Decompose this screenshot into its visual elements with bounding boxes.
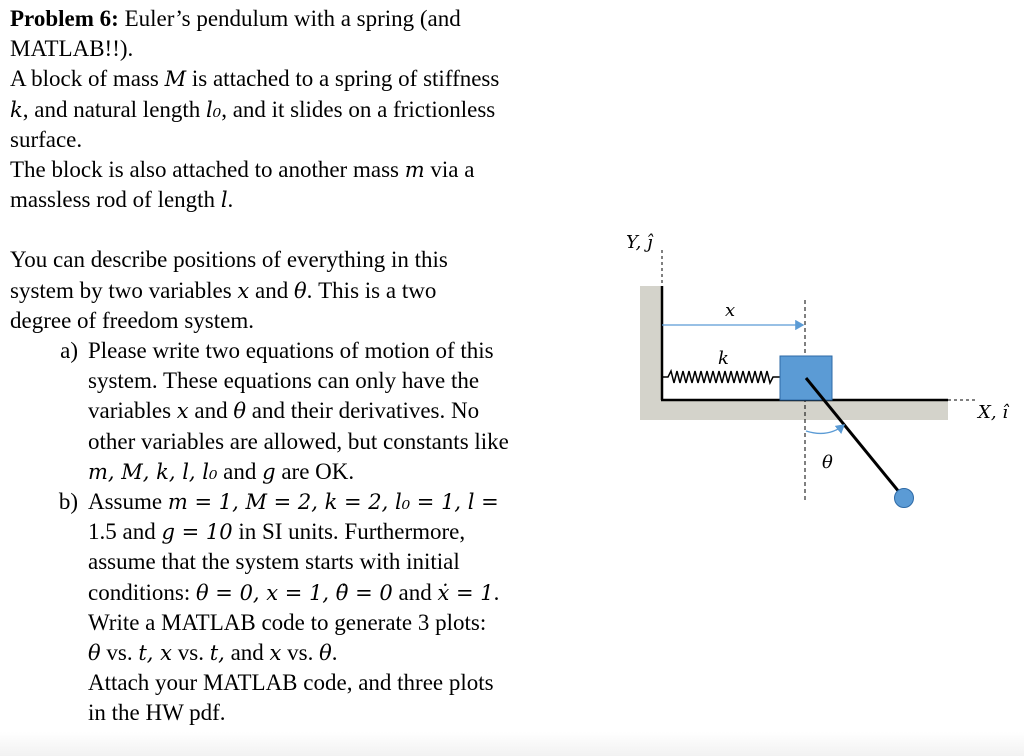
k-label: k <box>718 348 729 369</box>
intro-line: The block is also attached to another mass m via a <box>10 157 475 183</box>
intro-line: k, and natural length l₀, and it slides on a frictionless <box>10 96 496 122</box>
part-b-label: b) <box>58 489 78 515</box>
part-b: b) Assume m = 1, M = 2, k = 2, l₀ = 1, l = 1.5 and g = 10 in SI units. Furthermore, assume that the system starts with initial conditions: θ = 0, x = 1, θ̇ = 0 and ẋ = 1. Write a MATLAB code to generate 3 plots: θ vs. t, x vs. t, and x vs. θ. Attach your MATLAB code, and three plots in the HW pdf. <box>10 487 585 729</box>
spring <box>662 371 780 383</box>
desc-line: degree of freedom system. <box>10 307 254 333</box>
x-label: x <box>725 300 736 321</box>
part-a-label: a) <box>60 338 78 364</box>
desc-line: You can describe positions of everything in this <box>10 247 448 273</box>
part-a: a) Please write two equations of motion of this system. These equations can only have the variables x and θ and their derivatives. No other variables are allowed, but constants like m, M, k, l, l₀ and g are OK. <box>10 336 585 487</box>
pendulum-rod <box>806 378 904 498</box>
y-axis-label: Y, ĵ <box>626 232 653 253</box>
x-axis-label: X, î <box>978 402 1009 423</box>
intro-line: A block of mass M is attached to a spring of stiffness <box>10 66 500 92</box>
floor <box>640 400 948 420</box>
theta-arc <box>806 425 844 433</box>
wall <box>640 286 662 420</box>
page-bottom-edge <box>0 732 1024 756</box>
intro-line: surface. <box>10 126 83 152</box>
pendulum-spring-diagram <box>600 220 1020 520</box>
desc-line: system by two variables x and θ. This is a two <box>10 277 437 303</box>
intro-line: massless rod of length l. <box>10 187 234 213</box>
problem-title: Problem 6: Euler’s pendulum with a spring (and <box>10 6 461 31</box>
pendulum-bob-m <box>895 489 914 508</box>
problem-text: Problem 6: Euler’s pendulum with a spring (and MATLAB!!). A block of mass M is attached to a spring of stiffness k, and natural length l₀, and it slides on a frictionless surface. The block is also attached to another mass m via a massless rod of length l. You can describe positions of everything in this system by two variables x and θ. This is a two degree of freedom system. a) Please write two equations of motion of this system. These equations can only have the variables x and θ and their derivatives. No other variables are allowed, but constants like m, M, k, l, l₀ and g are OK. b) Assume m = 1, M = 2, k = 2, l₀ = 1, l = 1.5 and g = 10 in SI units. Furthermore, assume that the system starts with initial conditions: θ = 0, x = 1, θ̇ = 0 and ẋ = 1. Write a MATLAB code to generate 3 plots: θ vs. t, x vs. t, and x vs. θ. Attach your MATLAB code, and three plots in the HW pdf. <box>10 4 585 729</box>
theta-label: θ <box>822 452 833 473</box>
